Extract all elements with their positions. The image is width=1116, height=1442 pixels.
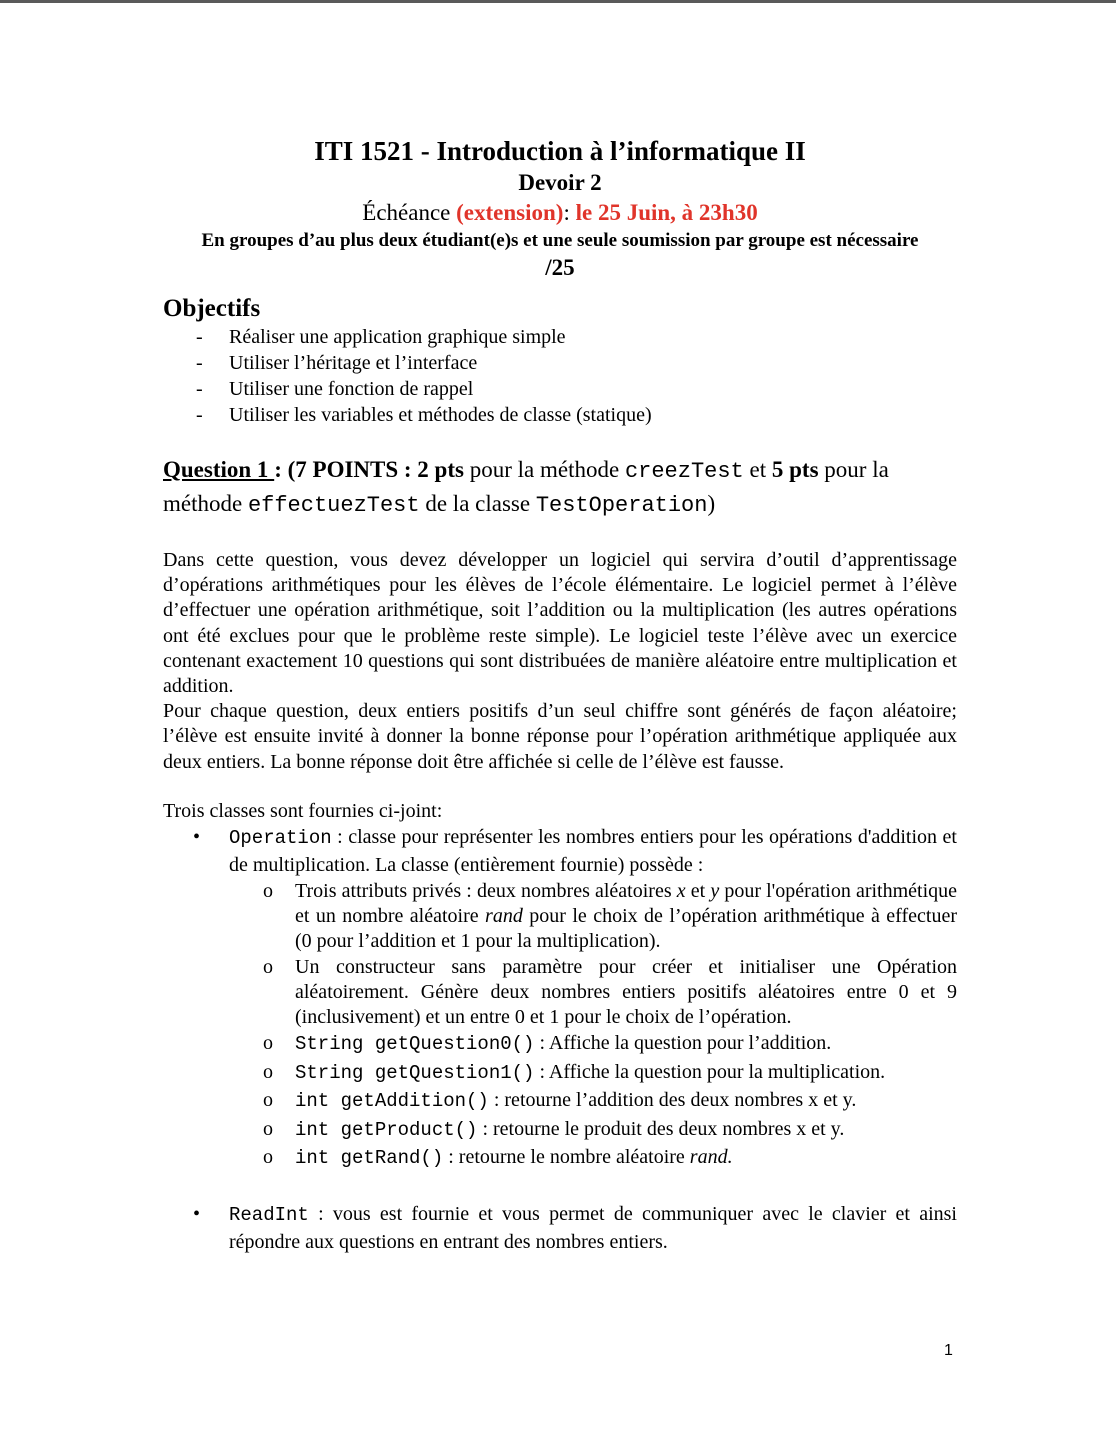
question1-text: et [743, 457, 772, 482]
method-description: : Affiche la question pour la multiplication. [534, 1060, 886, 1083]
document-title: ITI 1521 - Introduction à l’informatique II [314, 136, 806, 166]
question1-text: pour la méthode [463, 457, 625, 482]
assignment-label: Devoir 2 [518, 170, 602, 195]
dash-marker: - [196, 404, 203, 426]
method-signature: int getAddition() [295, 1090, 489, 1113]
classes-intro: Trois classes sont fournies ci-joint: [163, 799, 443, 822]
question1-text: de la classe [419, 491, 536, 516]
top-border [0, 0, 1116, 3]
class-description: : classe pour représenter les nombres entiers pour les opérations d'addition et de multiplication. La classe (entièrement fournie) possède : [229, 826, 957, 877]
circle-marker: o [263, 1146, 273, 1169]
method-signature: String getQuestion1() [295, 1061, 535, 1084]
class-item-operation [163, 824, 957, 1201]
method-description: : retourne le nombre aléatoire [443, 1146, 690, 1169]
member-text: Un constructeur sans paramètre pour créer et initialiser une Opération aléatoirement. Génère deux nombres entiers positifs aléatoires entre 0 et 9 (inclusivement) et un entre 0 et 1 pour le choix de l’opération. [295, 955, 957, 1029]
circle-marker: o [263, 1032, 273, 1055]
question1-label: Question 1 [163, 457, 275, 482]
member-item-method [229, 1087, 957, 1116]
class-item-readint [163, 1201, 957, 1256]
member-item-constructor [229, 955, 957, 1031]
method-signature: String getQuestion0() [295, 1033, 535, 1056]
member-item-method [229, 1116, 957, 1145]
member-text: et [685, 880, 711, 903]
class-name-readint: ReadInt [229, 1203, 309, 1226]
member-text: pour l'opération arithmétique et un nombre aléatoire [295, 880, 958, 928]
bullet-marker: • [193, 1202, 201, 1225]
objective-text: Réaliser une application graphique simple [229, 326, 566, 348]
var-y: y [710, 880, 720, 903]
due-label: Échéance [362, 200, 457, 225]
page-number: 1 [944, 1342, 953, 1359]
circle-marker: o [263, 1089, 273, 1112]
member-text: pour le choix de l’opération arithmétique à effectuer (0 pour l’addition et 1 pour la multiplication). [295, 905, 957, 953]
objectives-list [163, 324, 957, 428]
dash-marker: - [196, 326, 203, 348]
method-signature: int getRand() [295, 1147, 444, 1170]
bullet-marker: • [193, 826, 201, 849]
classes-list [163, 824, 957, 1256]
method-signature: int getProduct() [295, 1118, 478, 1141]
due-colon: : [563, 200, 576, 225]
description-paragraph-2: Pour chaque question, deux entiers positifs d’un seul chiffre sont générés de façon aléatoire; l’élève est ensuite invité à donner la bonne réponse pour l’opération arithmétique appliquée aux deux entiers. La bonne réponse doit être affichée si celle de l’élève est fausse. [163, 700, 957, 773]
question1-points2: 5 pts [771, 457, 819, 482]
objective-item [163, 324, 957, 350]
member-text: Trois attributs privés : deux nombres aléatoires [295, 880, 677, 903]
method-description: : Affiche la question pour l’addition. [534, 1032, 832, 1055]
member-item-attributes [229, 879, 957, 955]
var-x: x [676, 880, 686, 903]
method-creeztest: creezTest [624, 459, 744, 484]
class-testoperation: TestOperation [535, 493, 708, 518]
description-paragraph: Dans cette question, vous devez développer un logiciel qui servira d’outil d’apprentissage d’opérations arithmétiques pour les élèves de l’école élémentaire. Le logiciel permet à l’élève d’effectuer une opération arithmétique, soit l’addition ou la multiplication (les autres opérations ont été exclues pour que le problème reste simple). Le logiciel teste l’élève avec un exercice contenant exactement 10 questions qui sont distribuées de manière aléatoire entre multiplication et addition. [163, 549, 957, 698]
member-item-method [229, 1059, 957, 1088]
objective-text: Utiliser les variables et méthodes de classe (statique) [229, 404, 652, 426]
document-page [163, 134, 957, 1256]
method-effectueztest: effectuezTest [247, 493, 420, 518]
dash-marker: - [196, 378, 203, 400]
question1-points: (7 POINTS : 2 pts [287, 457, 464, 482]
due-extension: (extension) [456, 200, 564, 225]
question1-heading [163, 454, 957, 522]
circle-marker: o [263, 1060, 273, 1083]
question1-close: ) [707, 491, 716, 516]
class-description: : vous est fournie et vous permet de communiquer avec le clavier et ainsi répondre aux questions en entrant des nombres entiers. [229, 1202, 957, 1253]
objectives-heading: Objectifs [163, 295, 261, 322]
circle-marker: o [263, 880, 273, 903]
objective-item [163, 376, 957, 402]
member-item-method [229, 1144, 957, 1173]
objective-item [163, 402, 957, 428]
objective-item [163, 350, 957, 376]
question1-colon: : [274, 457, 288, 482]
question1-text: pour la méthode [163, 457, 889, 516]
method-description: : retourne l’addition des deux nombres x et y. [488, 1089, 857, 1112]
dash-marker: - [196, 352, 203, 374]
circle-marker: o [263, 955, 273, 978]
var-rand: rand. [689, 1146, 733, 1169]
list-spacer [229, 1173, 957, 1201]
var-rand: rand [485, 905, 523, 928]
group-note: En groupes d’au plus deux étudiant(e)s et une seule soumission par groupe est nécessaire [201, 230, 919, 251]
objective-text: Utiliser une fonction de rappel [229, 378, 474, 400]
class-name-operation: Operation [229, 827, 332, 850]
due-date: le 25 Juin, à 23h30 [575, 200, 758, 225]
due-date-line [163, 198, 957, 228]
total-score: /25 [545, 255, 575, 280]
objective-text: Utiliser l’héritage et l’interface [229, 352, 478, 374]
member-item-method [229, 1030, 957, 1059]
method-description: : retourne le produit des deux nombres x et y. [477, 1117, 845, 1140]
circle-marker: o [263, 1117, 273, 1140]
operation-members-list [229, 879, 957, 1173]
